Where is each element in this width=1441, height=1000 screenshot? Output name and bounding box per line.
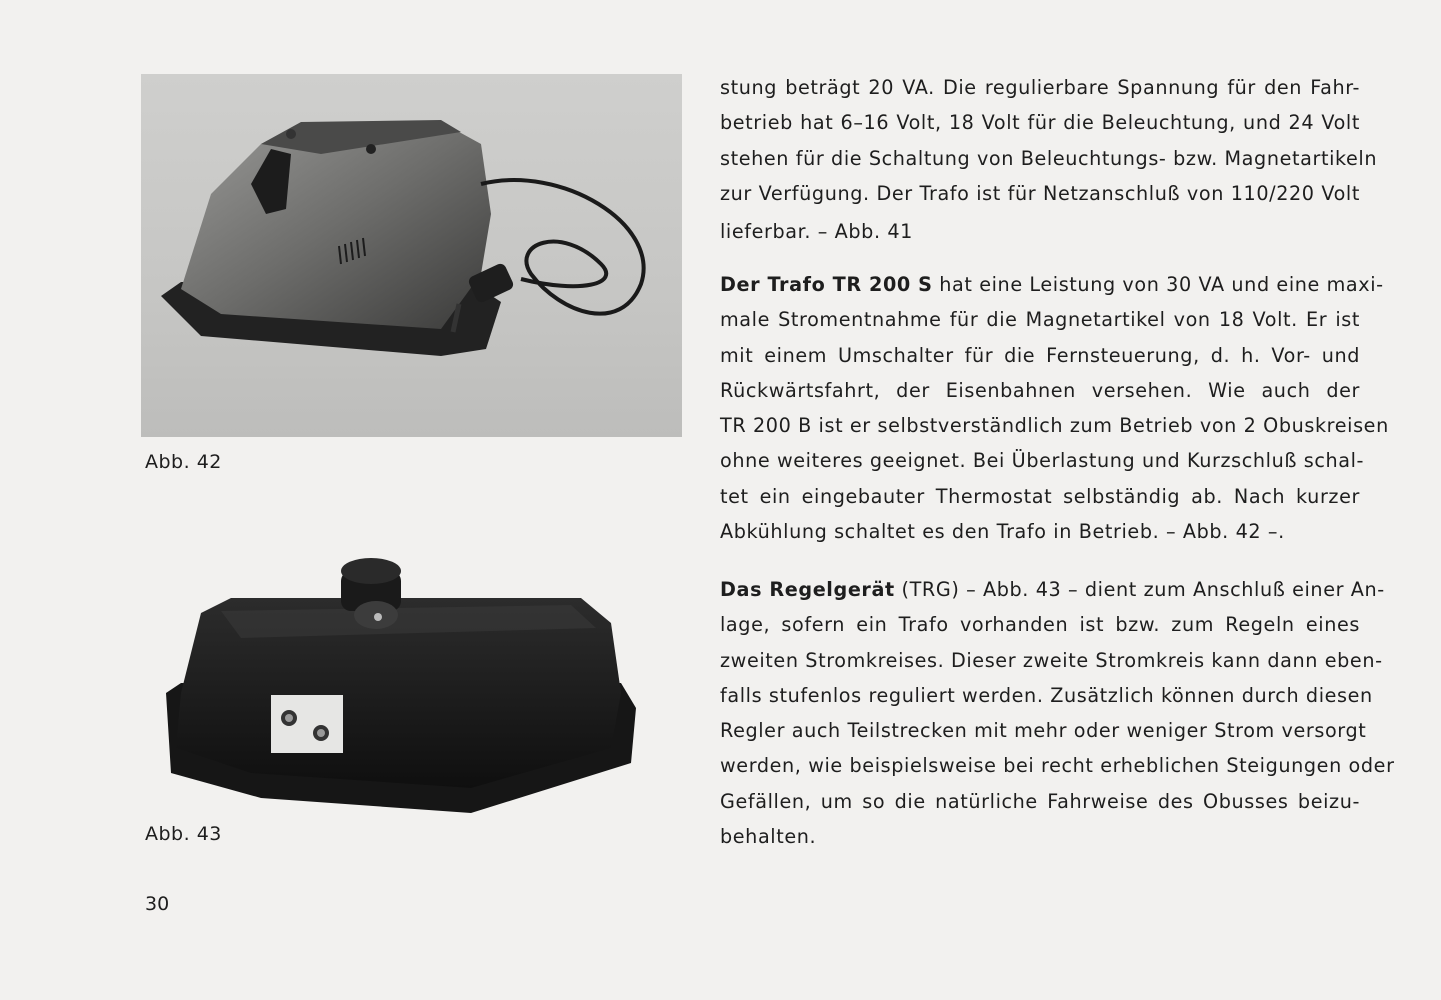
text-line: betrieb hat 6–16 Volt, 18 Volt für die Beleuchtung, und 24 Volt	[720, 111, 1360, 135]
text-line	[720, 267, 1384, 302]
text-line: werden, wie beispielsweise bei recht erheblichen Steigungen oder	[720, 754, 1395, 778]
text-line: zweiten Stromkreises. Dieser zweite Stromkreis kann dann eben-	[720, 648, 1383, 672]
text-line: zur Verfügung. Der Trafo ist für Netzanschluß von 110/220 Volt	[720, 181, 1360, 205]
text-line: stehen für die Schaltung von Beleuchtungs- bzw. Magnetartikeln	[720, 146, 1378, 170]
lead-line-rest: hat eine Leistung von 30 VA und eine maxi-	[932, 273, 1384, 296]
figure-caption-abb-42: Abb. 42	[145, 451, 222, 473]
text-line: behalten.	[720, 825, 817, 849]
page-number: 30	[145, 893, 170, 915]
text-line: Abkühlung schaltet es den Trafo in Betrieb. – Abb. 42 –.	[720, 520, 1285, 544]
text-line: ohne weiteres geeignet. Bei Überlastung und Kurzschluß schal-	[720, 449, 1365, 473]
text-line: Regler auch Teilstrecken mit mehr oder weniger Strom versorgt	[720, 719, 1367, 743]
text-line: Gefällen, um so die natürliche Fahrweise des Obusses beizu-	[720, 789, 1360, 813]
text-line: lage, sofern ein Trafo vorhanden ist bzw. zum Regeln eines	[720, 613, 1360, 637]
text-line: TR 200 B ist er selbstverständlich zum Betrieb von 2 Obuskreisen	[720, 414, 1389, 438]
text-line	[720, 572, 1385, 607]
figure-caption-abb-43: Abb. 43	[145, 823, 222, 845]
text-line: lieferbar. – Abb. 41	[720, 220, 913, 244]
text-line: male Stromentnahme für die Magnetartikel von 18 Volt. Er ist	[720, 308, 1360, 332]
paragraph-trafo-tr200s	[720, 267, 1389, 549]
photo-abb-42	[141, 74, 682, 437]
photo-abb-43	[141, 543, 682, 838]
text-line: tet ein eingebauter Thermostat selbständig ab. Nach kurzer	[720, 484, 1360, 508]
text-line: Rückwärtsfahrt, der Eisenbahnen versehen. Wie auch der	[720, 378, 1360, 402]
text-line: mit einem Umschalter für die Fernsteuerung, d. h. Vor- und	[720, 343, 1360, 367]
paragraph-transformer-intro	[720, 70, 1378, 249]
text-line: stung beträgt 20 VA. Die regulierbare Spannung für den Fahr-	[720, 76, 1360, 99]
lead-line-rest: (TRG) – Abb. 43 – dient zum Anschluß einer An-	[894, 578, 1385, 601]
text-line: falls stufenlos reguliert werden. Zusätzlich können durch diesen	[720, 683, 1373, 707]
lead-heading: Der Trafo TR 200 S	[720, 273, 933, 296]
lead-heading: Das Regelgerät	[720, 578, 895, 601]
paragraph-regelgeraet	[720, 572, 1395, 854]
